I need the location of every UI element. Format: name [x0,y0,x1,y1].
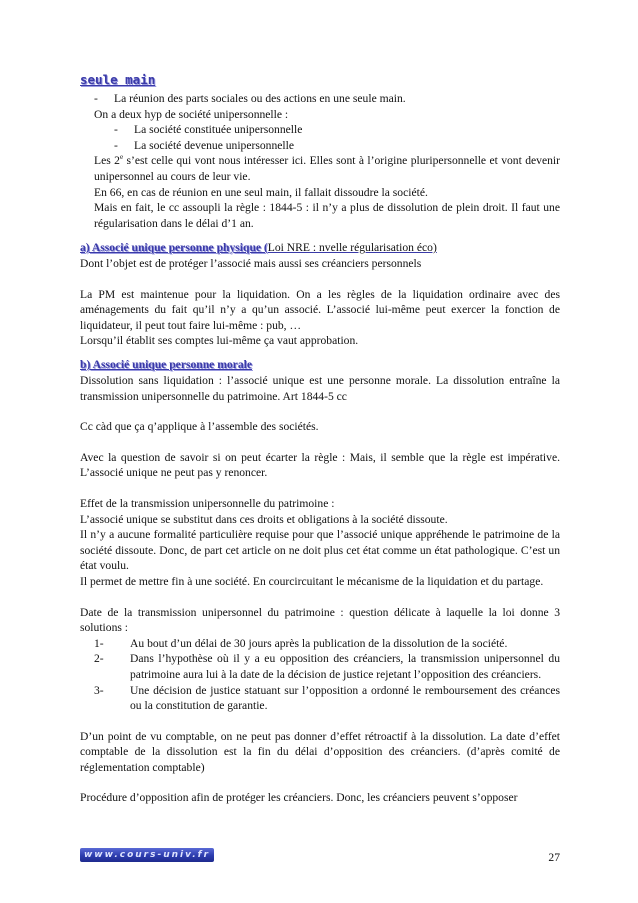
section-personne-physique [80,256,560,349]
paragraph: Procédure d’opposition afin de protéger les créanciers. Donc, les créanciers peuvent s’opposer [80,791,518,805]
paragraph: Cc càd que ça q’applique à l’assemble des sociétés. [80,420,319,434]
section-heading-personne-morale: b) Associé unique personne morale [80,358,252,371]
list-item: 3- Une décision de justice statuant sur l’opposition a ordonné le remboursement des créances ou la constitution de garantie. [94,683,560,713]
paragraph: La PM est maintenue pour la liquidation. On a les règles de la liquidation ordinaire avec des aménagements du fait qu’il n’y a qu’un associé. L’associé lui-même peut exercer la fonction de liquidateur, il peut tout faire lui-même : pub, … [80,287,560,332]
paragraph: Les 2e s’est celle qui vont nous intéresser ici. Elles sont à l’origine pluripersonnelle et vont devenir unipersonnel au cours de leur vie. [94,153,560,183]
list-item: - La société constituée unipersonnelle [114,123,303,137]
list-item: - La société devenue unipersonnelle [114,138,294,152]
paragraph: L’associé unique se substitut dans ces droits et obligations à la société dissoute. [80,512,448,526]
paragraph: Lorsqu’il établit ses comptes lui-même ça vaut approbation. [80,334,359,348]
paragraph: Il n’y a aucune formalité particulière requise pour que l’associé unique appréhende le patrimoine de la société dissoute. Donc, de part cet article on ne doit plus cet état comme un état pathologique. C’est un état voulu. [80,528,560,573]
paragraph: Date de la transmission unipersonnel du patrimoine : question délicate à laquelle la loi donne 3 solutions : [80,605,560,635]
section-heading-personne-physique: a) Associé unique personne physique (Loi NRE : nvelle régularisation éco) [80,241,437,254]
section-heading-seule-main: seule main [80,72,156,87]
page-number: 27 [548,851,560,864]
section-unipersonnel [80,91,560,231]
paragraph: On a deux hyp de société unipersonnelle : [94,107,289,121]
paragraph: Dont l’objet est de protéger l’associé mais aussi ses créanciers personnels [80,257,422,270]
paragraph: Mais en fait, le cc assoupli la règle : 1844-5 : il n’y a plus de dissolution de plein droit. Il faut une régularisation dans le délai d’1 an. [94,201,560,230]
paragraph: Avec la question de savoir si on peut écarter la règle : Mais, il semble que la règle est impérative. L’associé unique ne peut pas y renoncer. [80,450,560,480]
numbered-list [80,636,560,714]
paragraph: Il permet de mettre fin à une société. En courcircuitant le mécanisme de la liquidation et du partage. [80,574,544,588]
paragraph: D’un point de vu comptable, on ne peut pas donner d’effet rétroactif à la dissolution. La date d’effet comptable de la dissolution est la fin du délai d’opposition des créanciers. (d’après comité de réglementation comptable) [80,729,560,774]
section-personne-morale [80,373,560,806]
paragraph: En 66, en cas de réunion en une seul main, il fallait dissoudre la société. [94,185,428,199]
footer-site-banner[interactable]: www.cours-univ.fr [80,848,214,862]
paragraph: Dissolution sans liquidation : l’associé unique est une personne morale. La dissolution entraîne la transmission unipersonnelle du patrimoine. Art 1844-5 cc [80,374,560,403]
list-item: - La réunion des parts sociales ou des actions en une seule main. [94,92,406,105]
list-item: 1- Au bout d’un délai de 30 jours après la publication de la dissolution de la société. [94,636,508,650]
list-item: 2- Dans l’hypothèse où il y a eu opposition des créanciers, la transmission unipersonnel du patrimoine aura lui à la date de la décision de justice rejetant l’opposition des créanciers. [94,652,560,681]
paragraph: Effet de la transmission unipersonnelle du patrimoine : [80,496,335,510]
